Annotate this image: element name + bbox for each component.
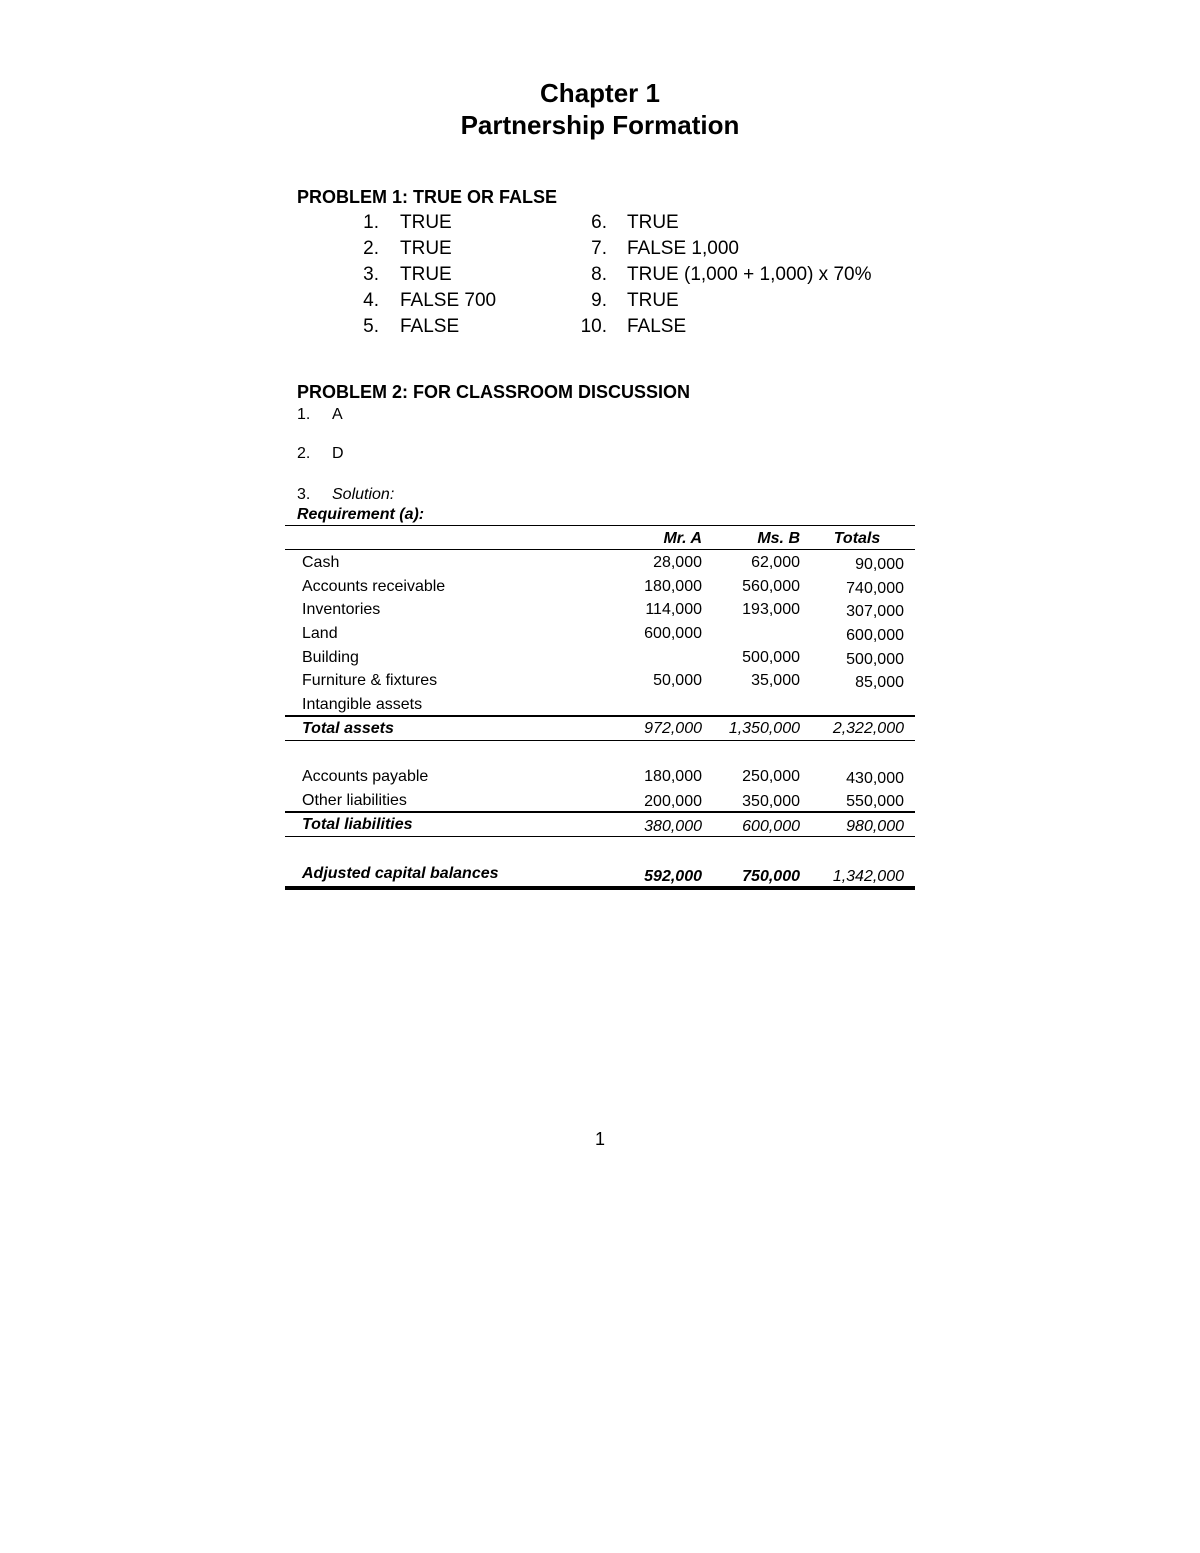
cell-mr-a: 114,000 xyxy=(645,601,702,618)
answer-text: TRUE (1,000 + 1,000) x 70% xyxy=(627,264,872,285)
column-header-mr-a: Mr. A xyxy=(663,530,702,547)
problem1-heading: PROBLEM 1: TRUE OR FALSE xyxy=(297,187,558,207)
item-answer: D xyxy=(332,445,344,462)
solution-label: Solution: xyxy=(332,486,395,503)
total-assets-label: Total assets xyxy=(302,720,394,737)
total-liabilities-label: Total liabilities xyxy=(302,816,413,833)
item-number: 1. xyxy=(297,406,311,423)
adjusted-capital-mr-a: 592,000 xyxy=(644,868,702,885)
row-label: Accounts payable xyxy=(302,768,429,785)
total-assets-total: 2,322,000 xyxy=(832,720,904,737)
adjusted-capital-ms-b: 750,000 xyxy=(742,868,800,885)
row-label: Land xyxy=(302,625,338,642)
answer-text: FALSE xyxy=(400,316,460,337)
cell-ms-b: 560,000 xyxy=(742,578,800,595)
item-number: 3. xyxy=(297,486,311,503)
cell-ms-b: 350,000 xyxy=(742,793,800,810)
cell-mr-a: 600,000 xyxy=(644,625,702,642)
answer-number: 9. xyxy=(591,290,607,311)
cell-mr-a: 50,000 xyxy=(653,672,702,689)
chapter-subtitle: Partnership Formation xyxy=(460,110,740,140)
total-assets-bottom-rule xyxy=(285,740,915,741)
item-number: 2. xyxy=(297,445,311,462)
cell-total: 600,000 xyxy=(846,627,904,644)
row-label: Intangible assets xyxy=(302,696,423,713)
cell-total: 85,000 xyxy=(855,674,904,691)
table-top-rule xyxy=(285,525,915,526)
cell-total: 307,000 xyxy=(846,603,904,620)
cell-mr-a: 180,000 xyxy=(644,578,702,595)
total-liabilities-ms-b: 600,000 xyxy=(742,818,800,835)
answer-number: 1. xyxy=(363,212,379,233)
row-label: Inventories xyxy=(302,601,381,618)
answer-text: TRUE xyxy=(400,264,452,285)
total-liabilities-top-rule xyxy=(285,811,915,813)
total-liabilities-total: 980,000 xyxy=(846,818,904,835)
answer-number: 10. xyxy=(580,316,607,337)
answer-text: TRUE xyxy=(627,290,679,311)
chapter-title: Chapter 1 xyxy=(540,78,660,108)
cell-ms-b: 35,000 xyxy=(751,672,800,689)
cell-total: 550,000 xyxy=(846,793,904,810)
column-header-ms-b: Ms. B xyxy=(757,530,800,547)
cell-mr-a: 180,000 xyxy=(644,768,702,785)
cell-total: 500,000 xyxy=(846,651,904,668)
row-label: Building xyxy=(302,649,359,666)
answer-number: 2. xyxy=(363,238,379,259)
answer-number: 6. xyxy=(591,212,607,233)
total-assets-ms-b: 1,350,000 xyxy=(728,720,800,737)
answer-number: 8. xyxy=(591,264,607,285)
page-number: 1 xyxy=(594,1129,605,1149)
cell-total: 740,000 xyxy=(846,580,904,597)
total-liabilities-bottom-rule xyxy=(285,836,915,837)
answer-text: TRUE xyxy=(627,212,679,233)
row-label: Cash xyxy=(302,554,340,571)
column-header-totals: Totals xyxy=(833,530,881,547)
row-label: Other liabilities xyxy=(302,792,407,809)
requirement-label: Requirement (a): xyxy=(297,506,425,523)
total-liabilities-mr-a: 380,000 xyxy=(644,818,702,835)
answer-number: 4. xyxy=(363,290,379,311)
answer-number: 5. xyxy=(363,316,379,337)
adjusted-capital-total: 1,342,000 xyxy=(832,868,904,885)
row-label: Accounts receivable xyxy=(302,578,446,595)
cell-total: 430,000 xyxy=(846,770,904,787)
cell-ms-b: 62,000 xyxy=(751,554,800,571)
answer-text: FALSE xyxy=(627,316,687,337)
answer-text: FALSE 1,000 xyxy=(627,238,739,259)
total-assets-top-rule xyxy=(285,715,915,717)
answer-text: TRUE xyxy=(400,238,452,259)
cell-mr-a: 28,000 xyxy=(653,554,702,571)
cell-ms-b: 250,000 xyxy=(742,768,800,785)
table-bottom-rule xyxy=(285,886,915,890)
cell-mr-a: 200,000 xyxy=(644,793,702,810)
item-answer: A xyxy=(332,406,343,423)
cell-ms-b: 500,000 xyxy=(742,649,800,666)
answer-number: 3. xyxy=(363,264,379,285)
adjusted-capital-label: Adjusted capital balances xyxy=(302,865,499,882)
answer-number: 7. xyxy=(591,238,607,259)
cell-total: 90,000 xyxy=(855,556,904,573)
problem2-heading: PROBLEM 2: FOR CLASSROOM DISCUSSION xyxy=(297,382,691,402)
answer-text: TRUE xyxy=(400,212,452,233)
header-rule xyxy=(285,549,915,550)
cell-ms-b: 193,000 xyxy=(742,601,800,618)
row-label: Furniture & fixtures xyxy=(302,672,438,689)
answer-text: FALSE 700 xyxy=(400,290,497,311)
total-assets-mr-a: 972,000 xyxy=(644,720,702,737)
